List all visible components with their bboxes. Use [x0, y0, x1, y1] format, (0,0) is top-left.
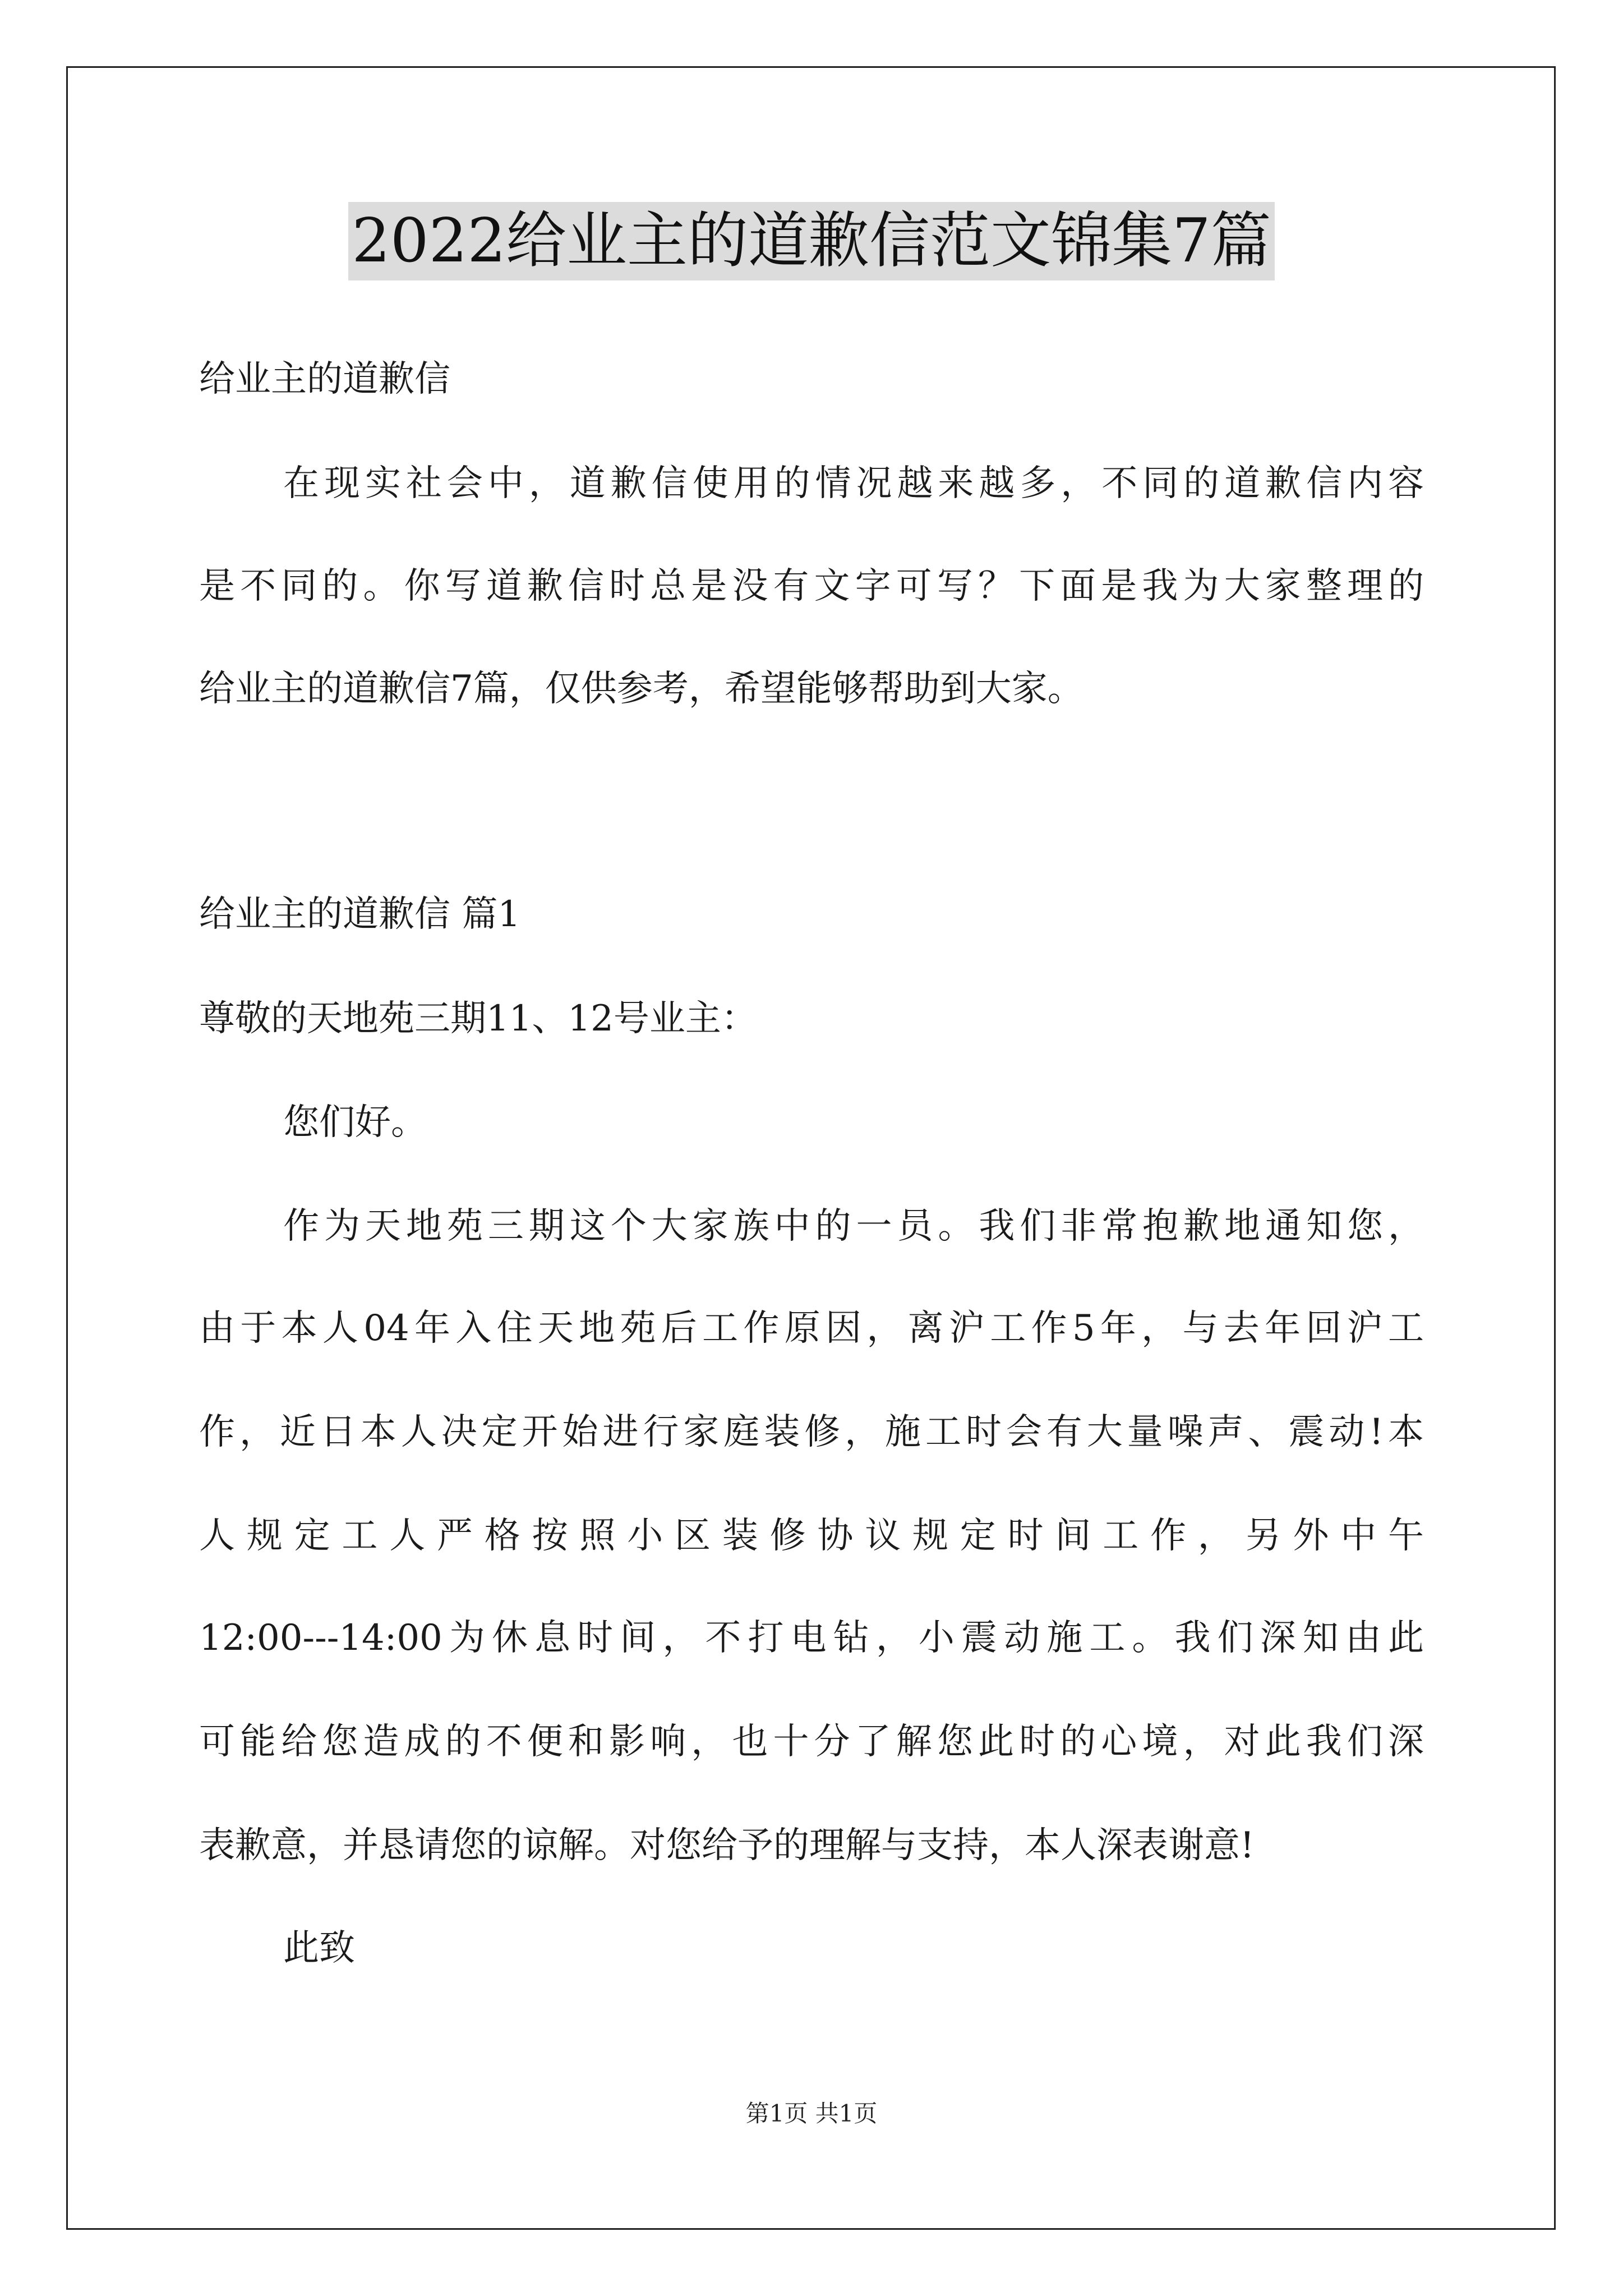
- page-number-label: 第1页 共1页: [745, 2100, 878, 2127]
- body-line-4: 人规定工人严格按照小区装修协议规定时间工作，另外中午: [199, 1515, 1424, 1557]
- body-line-1: 作为天地苑三期这个大家族中的一员。我们非常抱歉地通知您，: [283, 1205, 1424, 1247]
- page-footer: [0, 2095, 1623, 2129]
- intro-line-1: 在现实社会中，道歉信使用的情况越来越多，不同的道歉信内容: [283, 463, 1424, 504]
- body-line-5: 12:00---14:00为休息时间，不打电钻，小震动施工。我们深知由此: [199, 1617, 1424, 1659]
- section-heading: 给业主的道歉信 篇1: [199, 894, 521, 935]
- document-title: 2022给业主的道歉信范文锦集7篇: [348, 202, 1275, 280]
- body-line-2: 由于本人04年入住天地苑后工作原因，离沪工作5年，与去年回沪工: [199, 1308, 1424, 1349]
- body-line-6: 可能给您造成的不便和影响，也十分了解您此时的心境，对此我们深: [199, 1721, 1424, 1763]
- closing: 此致: [283, 1927, 355, 1969]
- greeting: 您们好。: [283, 1102, 427, 1143]
- intro-heading: 给业主的道歉信: [199, 358, 450, 400]
- body-line-7: 表歉意，并恳请您的谅解。对您给予的理解与支持，本人深表谢意!: [199, 1825, 1255, 1866]
- title-container: [0, 202, 1623, 280]
- intro-line-2: 是不同的。你写道歉信时总是没有文字可写？下面是我为大家整理的: [199, 565, 1424, 607]
- intro-line-3: 给业主的道歉信7篇，仅供参考，希望能够帮助到大家。: [199, 668, 1083, 710]
- salutation: 尊敬的天地苑三期11、12号业主：: [199, 998, 757, 1039]
- body-line-3: 作，近日本人决定开始进行家庭装修，施工时会有大量噪声、震动!本: [199, 1411, 1424, 1453]
